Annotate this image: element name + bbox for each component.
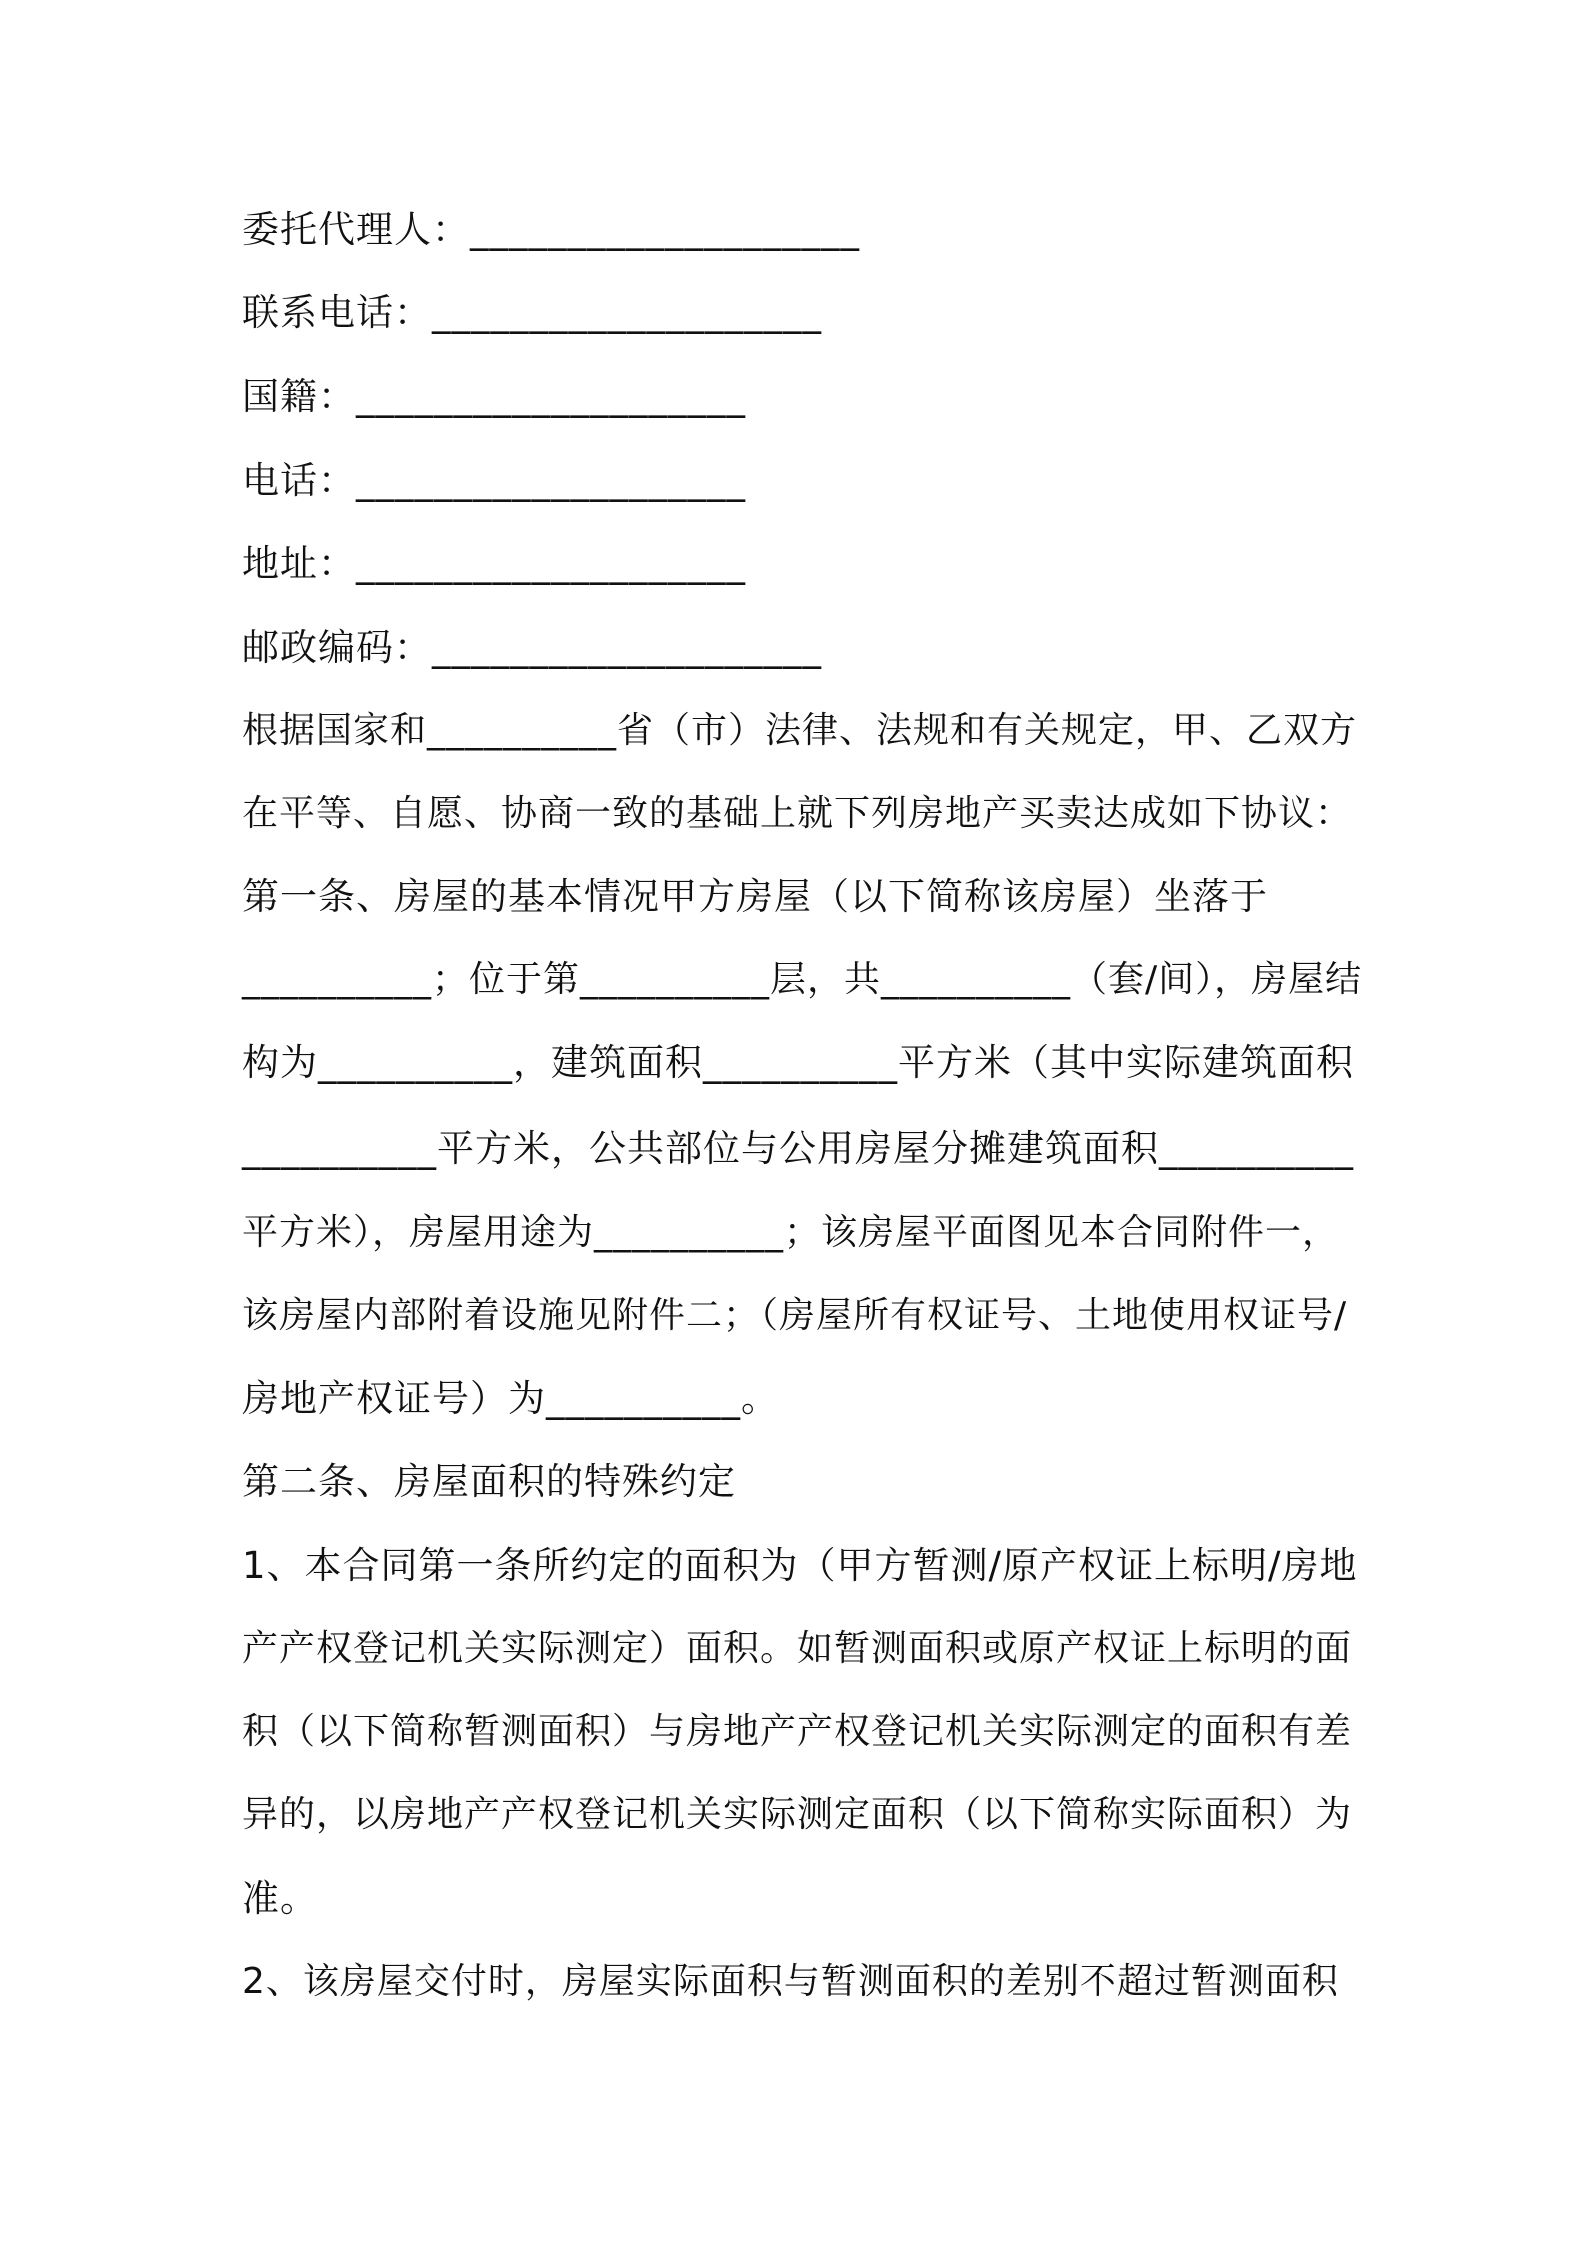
clause-1-line: 异的，以房地产产权登记机关实际测定面积（以下简称实际面积）为: [242, 1794, 1353, 1835]
paragraph-line: 平方米），房屋用途为__________；该房屋平面图见本合同附件一，: [242, 1212, 1340, 1253]
paragraph-line: 该房屋内部附着设施见附件二；（房屋所有权证号、土地使用权证号/: [242, 1295, 1348, 1336]
paragraph-line: 在平等、自愿、协商一致的基础上就下列房地产买卖达成如下协议：: [242, 793, 1353, 834]
clause-1-line: 1、本合同第一条所约定的面积为（甲方暂测/原产权证上标明/房地: [242, 1544, 1358, 1587]
clause-2-line: 2、该房屋交付时，房屋实际面积与暂测面积的差别不超过暂测面积: [242, 1961, 1339, 2002]
agent-field: 委托代理人：____________________: [242, 208, 860, 251]
nationality-field: 国籍：____________________: [242, 375, 746, 418]
address-field: 地址：____________________: [242, 542, 746, 585]
paragraph-line: 房地产权证号）为__________。: [242, 1377, 779, 1420]
clause-1-line: 准。: [242, 1877, 318, 1920]
paragraph-line: 构为__________，建筑面积__________平方米（其中实际建筑面积: [242, 1041, 1354, 1084]
paragraph-line: __________；位于第__________层，共__________（套/间），房屋结: [242, 959, 1363, 1000]
article-1-heading-line: 第一条、房屋的基本情况甲方房屋（以下简称该房屋）坐落于: [242, 875, 1268, 918]
paragraph-line: __________平方米，公共部位与公用房屋分摊建筑面积__________: [242, 1127, 1354, 1170]
clause-1-line: 积（以下简称暂测面积）与房地产产权登记机关实际测定的面积有差: [242, 1711, 1353, 1752]
phone-field: 电话：____________________: [242, 459, 746, 502]
clause-1-line: 产产权登记机关实际测定）面积。如暂测面积或原产权证上标明的面: [242, 1628, 1353, 1669]
postal-code-field: 邮政编码：____________________: [242, 626, 822, 669]
article-2-heading: 第二条、房屋面积的特殊约定: [242, 1460, 736, 1503]
contact-phone-field: 联系电话：____________________: [242, 291, 822, 334]
paragraph-line: 根据国家和__________省（市）法律、法规和有关规定，甲、乙双方: [242, 710, 1358, 751]
